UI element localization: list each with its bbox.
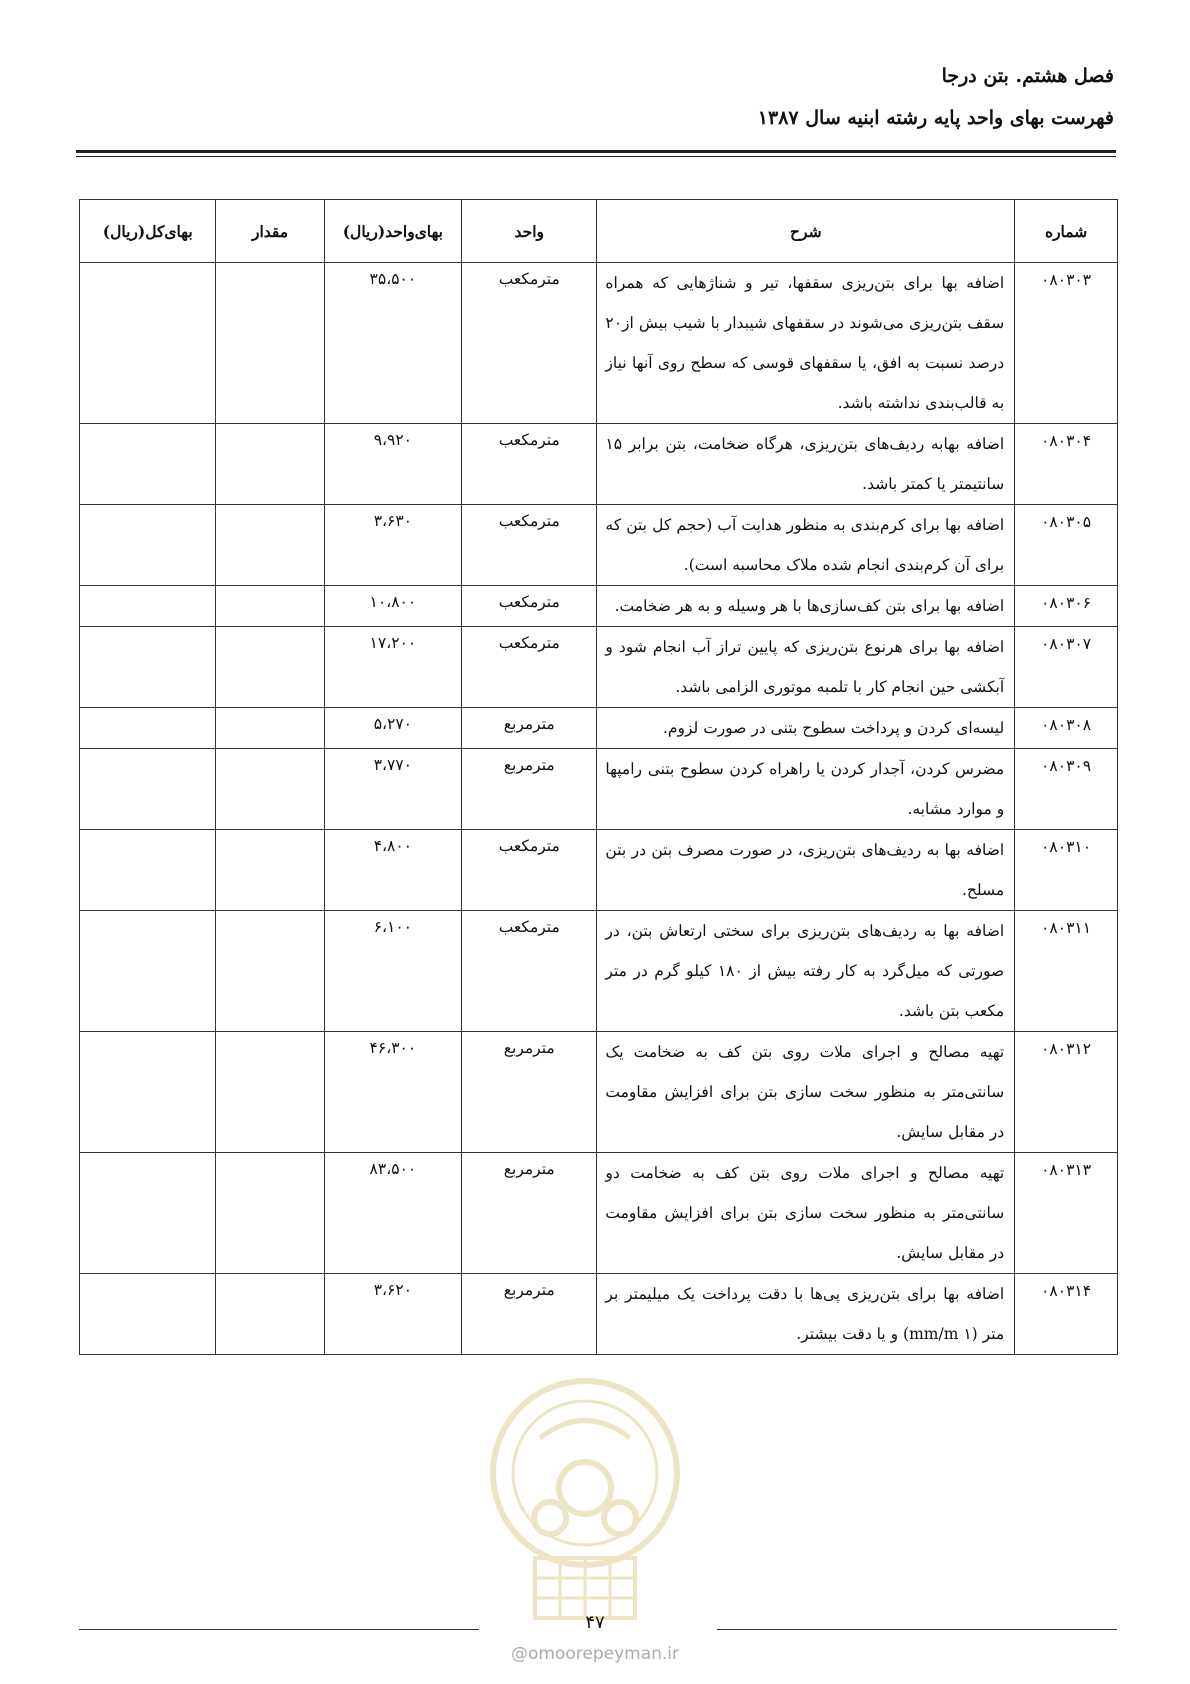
item-unit-price: ۵،۲۷۰ <box>324 708 461 749</box>
footer-rule-left <box>79 1629 479 1630</box>
item-unit: مترمکعب <box>462 505 597 586</box>
item-unit: مترمکعب <box>462 627 597 708</box>
col-header-number: شماره <box>1015 200 1118 263</box>
item-unit-price: ۹،۹۲۰ <box>324 424 461 505</box>
item-description: تهیه مصالح و اجرای ملات روی بتن کف به ضخامت دو سانتی‌متر به منظور سخت سازی بتن برای افزایش مقاومت در مقابل سایش. <box>597 1153 1015 1274</box>
item-unit: مترمکعب <box>462 263 597 424</box>
item-number: ۰۸۰۳۰۹ <box>1015 749 1118 830</box>
item-total-price <box>80 708 216 749</box>
item-description: اضافه بها برای بتن‌ریزی پی‌ها با دقت پرداخت یک میلیمتر بر متر (۱ mm/m) و یا دقت بیشتر. <box>597 1274 1015 1355</box>
table-row <box>80 424 1118 505</box>
item-description: لیسه‌ای کردن و پرداخت سطوح بتنی در صورت لزوم. <box>597 708 1015 749</box>
table-row <box>80 830 1118 911</box>
item-quantity <box>216 505 324 586</box>
item-quantity <box>216 424 324 505</box>
item-unit: مترمربع <box>462 708 597 749</box>
item-total-price <box>80 1032 216 1153</box>
footer-rule-right <box>717 1629 1117 1630</box>
item-unit: مترمربع <box>462 1274 597 1355</box>
item-description: مضرس کردن، آجدار کردن یا راهراه کردن سطوح بتنی رامپها و موارد مشابه. <box>597 749 1015 830</box>
item-total-price <box>80 263 216 424</box>
table-header-row <box>80 200 1118 263</box>
table-row <box>80 749 1118 830</box>
item-total-price <box>80 586 216 627</box>
item-total-price <box>80 830 216 911</box>
item-unit-price: ۳۵،۵۰۰ <box>324 263 461 424</box>
item-quantity <box>216 627 324 708</box>
table-row <box>80 1032 1118 1153</box>
item-unit: مترمکعب <box>462 911 597 1032</box>
item-description: اضافه بها برای بتن‌ریزی سقفها، تیر و شناژهایی که همراه سقف بتن‌ریزی می‌شوند در سقفهای شیبدار با شیب بیش از۲۰ درصد نسبت به افق، یا سقفهای قوسی که سطح روی آنها نیاز به قالب‌بندی نداشته باشد. <box>597 263 1015 424</box>
item-total-price <box>80 1274 216 1355</box>
chapter-title: فصل هشتم. بتن درجا <box>941 65 1114 87</box>
item-unit: مترمکعب <box>462 830 597 911</box>
item-quantity <box>216 830 324 911</box>
item-total-price <box>80 627 216 708</box>
table-row <box>80 263 1118 424</box>
item-unit: مترمربع <box>462 1032 597 1153</box>
item-quantity <box>216 911 324 1032</box>
header-rule-thick <box>76 150 1116 153</box>
item-number: ۰۸۰۳۰۷ <box>1015 627 1118 708</box>
item-number: ۰۸۰۳۰۳ <box>1015 263 1118 424</box>
item-unit-price: ۶،۱۰۰ <box>324 911 461 1032</box>
item-total-price <box>80 505 216 586</box>
document-subtitle: فهرست بهای واحد پایه رشته ابنیه سال ۱۳۸۷ <box>757 107 1114 129</box>
item-number: ۰۸۰۳۰۴ <box>1015 424 1118 505</box>
table-row <box>80 911 1118 1032</box>
item-quantity <box>216 749 324 830</box>
item-unit-price: ۱۷،۲۰۰ <box>324 627 461 708</box>
col-header-unit: واحد <box>462 200 597 263</box>
item-unit-price: ۴،۸۰۰ <box>324 830 461 911</box>
item-number: ۰۸۰۳۱۰ <box>1015 830 1118 911</box>
item-number: ۰۸۰۳۱۴ <box>1015 1274 1118 1355</box>
item-number: ۰۸۰۳۰۵ <box>1015 505 1118 586</box>
item-total-price <box>80 424 216 505</box>
item-description: اضافه بها برای کرم‌بندی به منظور هدایت آب (حجم کل بتن که برای آن کرم‌بندی انجام شده ملاک محاسبه است). <box>597 505 1015 586</box>
table-row <box>80 505 1118 586</box>
item-unit-price: ۳،۶۲۰ <box>324 1274 461 1355</box>
item-total-price <box>80 911 216 1032</box>
item-unit: مترمربع <box>462 1153 597 1274</box>
item-quantity <box>216 1032 324 1153</box>
item-unit: مترمکعب <box>462 424 597 505</box>
item-total-price <box>80 749 216 830</box>
table-row <box>80 627 1118 708</box>
website-watermark: @omoorepeyman.ir <box>510 1644 680 1664</box>
page-header <box>74 62 1114 132</box>
item-description: اضافه بهابه ردیف‌های بتن‌ریزی، هرگاه ضخامت، بتن برابر ۱۵ سانتیمتر یا کمتر باشد. <box>597 424 1015 505</box>
item-number: ۰۸۰۳۱۲ <box>1015 1032 1118 1153</box>
table-row <box>80 586 1118 627</box>
item-total-price <box>80 1153 216 1274</box>
table-row <box>80 1274 1118 1355</box>
item-number: ۰۸۰۳۰۸ <box>1015 708 1118 749</box>
col-header-total-price: بهای‌کل(ریال) <box>80 200 216 263</box>
item-description: اضافه بها به ردیف‌های بتن‌ریزی، در صورت مصرف بتن در بتن مسلح. <box>597 830 1015 911</box>
item-unit-price: ۴۶،۳۰۰ <box>324 1032 461 1153</box>
item-quantity <box>216 586 324 627</box>
item-number: ۰۸۰۳۱۱ <box>1015 911 1118 1032</box>
item-unit-price: ۳،۶۳۰ <box>324 505 461 586</box>
item-quantity <box>216 263 324 424</box>
col-header-description: شرح <box>597 200 1015 263</box>
header-rule-thin <box>76 156 1116 157</box>
item-quantity <box>216 1153 324 1274</box>
item-description: اضافه بها به ردیف‌های بتن‌ریزی برای سختی ارتعاش بتن، در صورتی که میل‌گرد به کار رفته بیش از ۱۸۰ کیلو گرم در متر مکعب بتن باشد. <box>597 911 1015 1032</box>
price-list-table <box>79 199 1118 1355</box>
item-quantity <box>216 1274 324 1355</box>
page-number: ۴۷ <box>585 1612 605 1633</box>
col-header-quantity: مقدار <box>216 200 324 263</box>
item-unit-price: ۸۳،۵۰۰ <box>324 1153 461 1274</box>
item-quantity <box>216 708 324 749</box>
item-number: ۰۸۰۳۱۳ <box>1015 1153 1118 1274</box>
item-description: اضافه بها برای بتن کف‌سازی‌ها با هر وسیله و به هر ضخامت. <box>597 586 1015 627</box>
item-unit: مترمربع <box>462 749 597 830</box>
table-row <box>80 708 1118 749</box>
item-unit-price: ۱۰،۸۰۰ <box>324 586 461 627</box>
item-unit-price: ۳،۷۷۰ <box>324 749 461 830</box>
publisher-seal-watermark <box>480 1368 690 1638</box>
item-number: ۰۸۰۳۰۶ <box>1015 586 1118 627</box>
item-unit: مترمکعب <box>462 586 597 627</box>
col-header-unit-price: بهای‌واحد(ریال) <box>324 200 461 263</box>
table-row <box>80 1153 1118 1274</box>
item-description: اضافه بها برای هرنوع بتن‌ریزی که پایین تراز آب انجام شود و آبکشی حین انجام کار با تلمبه موتوری الزامی باشد. <box>597 627 1015 708</box>
item-description: تهیه مصالح و اجرای ملات روی بتن کف به ضخامت یک سانتی‌متر به منظور سخت سازی بتن برای افزایش مقاومت در مقابل سایش. <box>597 1032 1015 1153</box>
